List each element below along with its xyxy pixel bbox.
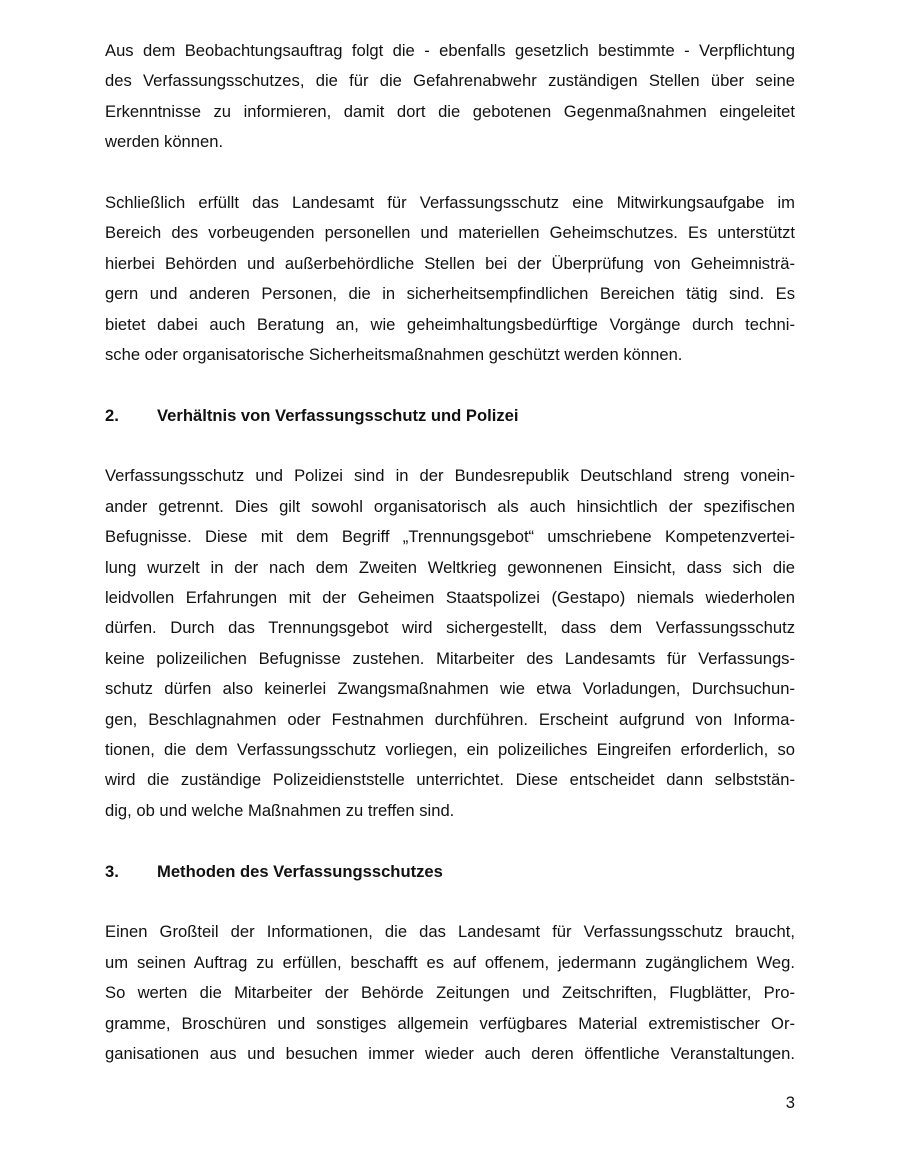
section-heading-2 [105,401,795,431]
text-line: leidvollen Erfahrungen mit der Geheimen Staatspolizei (Gestapo) niemals wiederholen [105,588,795,608]
paragraph-spacer [105,158,795,188]
text-line: Einen Großteil der Informationen, die das Landesamt für Verfassungsschutz braucht, [105,922,795,942]
section-heading-3 [105,857,795,887]
document-page [105,36,795,1069]
text-line: So werten die Mitarbeiter der Behörde Zeitungen und Zeitschriften, Flugblätter, Pro- [105,983,795,1003]
paragraph-secrecy-protection [105,188,795,370]
text-line: tionen, die dem Verfassungsschutz vorliegen, ein polizeiliches Eingreifen erforderlich, so [105,739,795,759]
text-line: dig, ob und welche Maßnahmen zu treffen sind. [105,800,455,820]
section-number: 2. [105,405,119,425]
section-number: 3. [105,861,119,881]
text-line: Befugnisse. Diese mit dem Begriff „Trennungsgebot“ umschriebene Kompetenzvertei- [105,527,795,547]
paragraph-open-sources [105,917,795,1069]
text-line: um seinen Auftrag zu erfüllen, beschafft es auf offenem, jedermann zugänglichem Weg. [105,952,795,972]
text-line: gen, Beschlagnahmen oder Festnahmen durchführen. Erscheint aufgrund von Informa- [105,709,795,729]
paragraph-separation-principle [105,461,795,826]
text-line: dürfen. Durch das Trennungsgebot wird sichergestellt, dass dem Verfassungsschutz [105,618,795,638]
text-line: sche oder organisatorische Sicherheitsmaßnahmen geschützt werden können. [105,344,683,364]
text-line: gern und anderen Personen, die in sicherheitsempfindlichen Bereichen tätig sind. Es [105,284,795,304]
text-line: lung wurzelt in der nach dem Zweiten Weltkrieg gewonnenen Einsicht, dass sich die [105,557,795,577]
text-line: Erkenntnisse zu informieren, damit dort die gebotenen Gegenmaßnahmen eingeleitet [105,101,795,121]
text-line: Aus dem Beobachtungsauftrag folgt die - ebenfalls gesetzlich bestimmte - Verpflichtung [105,41,795,60]
text-line: ander getrennt. Dies gilt sowohl organisatorisch als auch hinsichtlich der spezifischen [105,496,795,516]
text-line: bietet dabei auch Beratung an, wie geheimhaltungsbedürftige Vorgänge durch techni- [105,314,795,334]
text-line: des Verfassungsschutzes, die für die Gefahrenabwehr zuständigen Stellen über seine [105,71,795,91]
text-line: schutz dürfen also keinerlei Zwangsmaßnahmen wie etwa Vorladungen, Durchsuchun- [105,679,795,699]
text-line: wird die zuständige Polizeidienststelle unterrichtet. Diese entscheidet dann selbststän- [105,770,795,790]
section-title: Methoden des Verfassungsschutzes [157,861,443,881]
text-line: Bereich des vorbeugenden personellen und materiellen Geheimschutzes. Es unterstützt [105,223,795,243]
section-title: Verhältnis von Verfassungsschutz und Polizei [157,405,519,425]
text-line: keine polizeilichen Befugnisse zustehen. Mitarbeiter des Landesamts für Verfassungs- [105,648,795,668]
paragraph-spacer [105,826,795,856]
text-line: ganisationen aus und besuchen immer wieder auch deren öffentliche Veranstaltungen. [105,1043,795,1063]
page-number: 3 [785,1093,795,1112]
paragraph-observation-duty [105,36,795,158]
text-line: gramme, Broschüren und sonstiges allgemein verfügbares Material extremistischer Or- [105,1013,795,1033]
paragraph-spacer [105,431,795,461]
text-line: hierbei Behörden und außerbehördliche Stellen bei der Überprüfung von Geheimnisträ- [105,253,795,273]
paragraph-spacer [105,370,795,400]
text-line: Verfassungsschutz und Polizei sind in der Bundesrepublik Deutschland streng vonein- [105,466,795,486]
text-line: Schließlich erfüllt das Landesamt für Verfassungsschutz eine Mitwirkungsaufgabe im [105,192,795,212]
paragraph-spacer [105,887,795,917]
text-line: werden können. [105,132,224,152]
